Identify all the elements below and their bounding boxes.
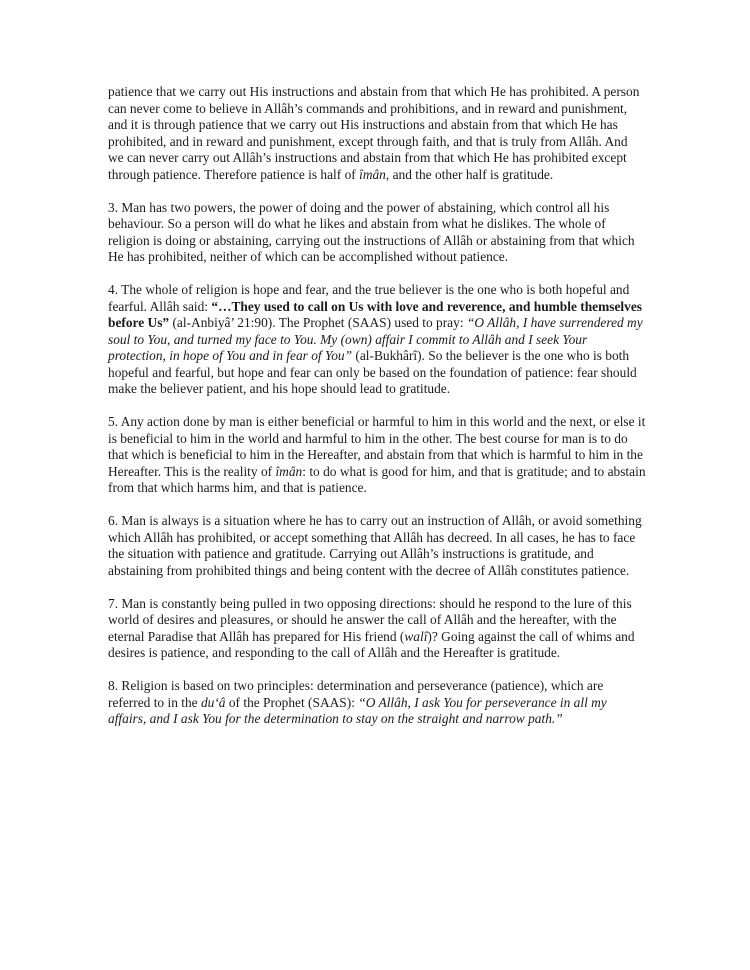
text-segment-italic: “O Allâh, I ask You for perseverance in all my affairs, and I ask You for the determination to stay on the straight and narrow path.” xyxy=(108,694,607,726)
paragraph xyxy=(108,84,646,183)
text-segment-normal: patience that we carry out His instructions and abstain from that which He has prohibited. A person can never come to believe in Allâh’s commands and prohibitions, and in reward and punishment, and it is through patience that we carry out His instructions and abstain from that which He has prohibited, and in reward and punishment, except through faith, and that is truly from Allâh. And we can never carry out Allâh’s instructions and abstain from that which He has prohibited except through patience. Therefore patience is half of xyxy=(108,84,640,182)
text-segment-normal: 4. The whole of religion is hope and fear, and the true believer is the one who is both hopeful and fearful. Allâh said: xyxy=(108,282,630,314)
text-segment-normal: (al-Anbiyâ’ 21:90). The Prophet (SAAS) used to pray: xyxy=(169,315,467,330)
text-segment-italic: walî xyxy=(404,628,428,644)
text-segment-bold: “…They used to call on Us with love and reverence, and humble themselves before Us” xyxy=(108,298,642,330)
paragraph xyxy=(108,678,646,728)
text-segment-normal: 7. Man is constantly being pulled in two opposing directions: should he respond to the lure of this world of desires and pleasures, or should he answer the call of Allâh and the hereafter, with the eternal Paradise that Allâh has prepared for His friend ( xyxy=(108,595,632,644)
text-segment-italic: îmân xyxy=(275,463,303,479)
text-segment-italic: du‘â xyxy=(200,694,226,710)
text-segment-normal: 3. Man has two powers, the power of doing and the power of abstaining, which control all his behaviour. So a person will do what he likes and abstain from what he dislikes. The whole of religion is doing or abstaining, carrying out the instructions of Allâh or abstaining from that which He has prohibited, neither of which can be accomplished without patience. xyxy=(108,199,635,264)
text-segment-normal: , and the other half is gratitude. xyxy=(385,166,554,182)
text-segment-italic: “O Allâh, I have surrendered my soul to You, and turned my face to You. My (own) affair I commit to Allâh and I seek Your protection, in hope of You and in fear of You” xyxy=(108,315,643,363)
text-segment-normal: 5. Any action done by man is either beneficial or harmful to him in this world and the next, or else it is beneficial to him in the world and harmful to him in the other. The best course for man is to do that which is beneficial to him in the Hereafter, and abstain from that which is harmful to him in the Hereafter. This is the reality of xyxy=(108,414,646,479)
text-segment-normal: of the Prophet (SAAS): xyxy=(225,694,359,710)
text-segment-normal: )? Going against the call of whims and desires is patience, and responding to the call of Allâh and the Hereafter is gratitude. xyxy=(108,628,635,660)
paragraph xyxy=(108,282,646,398)
text-segment-italic: îmân xyxy=(359,166,386,182)
text-segment-normal: (al-Bukhârî). So the believer is the one who is both hopeful and fearful, but hope and fear can only be based on the foundation of patience: fear should make the believer patient, and his hope should lead to gratitude. xyxy=(108,348,637,396)
text-segment-normal: 6. Man is always is a situation where he has to carry out an instruction of Allâh, or avoid something which Allâh has prohibited, or accept something that Allâh has decreed. In all cases, he has to face the situation with patience and gratitude. Carrying out Allâh’s instructions is gratitude, and abstaining from prohibited things and being content with the decree of Allâh constitutes patience. xyxy=(108,513,642,578)
text-segment-normal: : to do what is good for him, and that is gratitude; and to abstain from that which harms him, and that is patience. xyxy=(108,463,646,495)
paragraph xyxy=(108,200,646,266)
paragraph xyxy=(108,596,646,662)
text-column xyxy=(108,84,646,744)
paragraph xyxy=(108,513,646,579)
paragraph xyxy=(108,414,646,497)
text-segment-normal: 8. Religion is based on two principles: determination and perseverance (patience), which are referred to in the xyxy=(108,678,604,710)
